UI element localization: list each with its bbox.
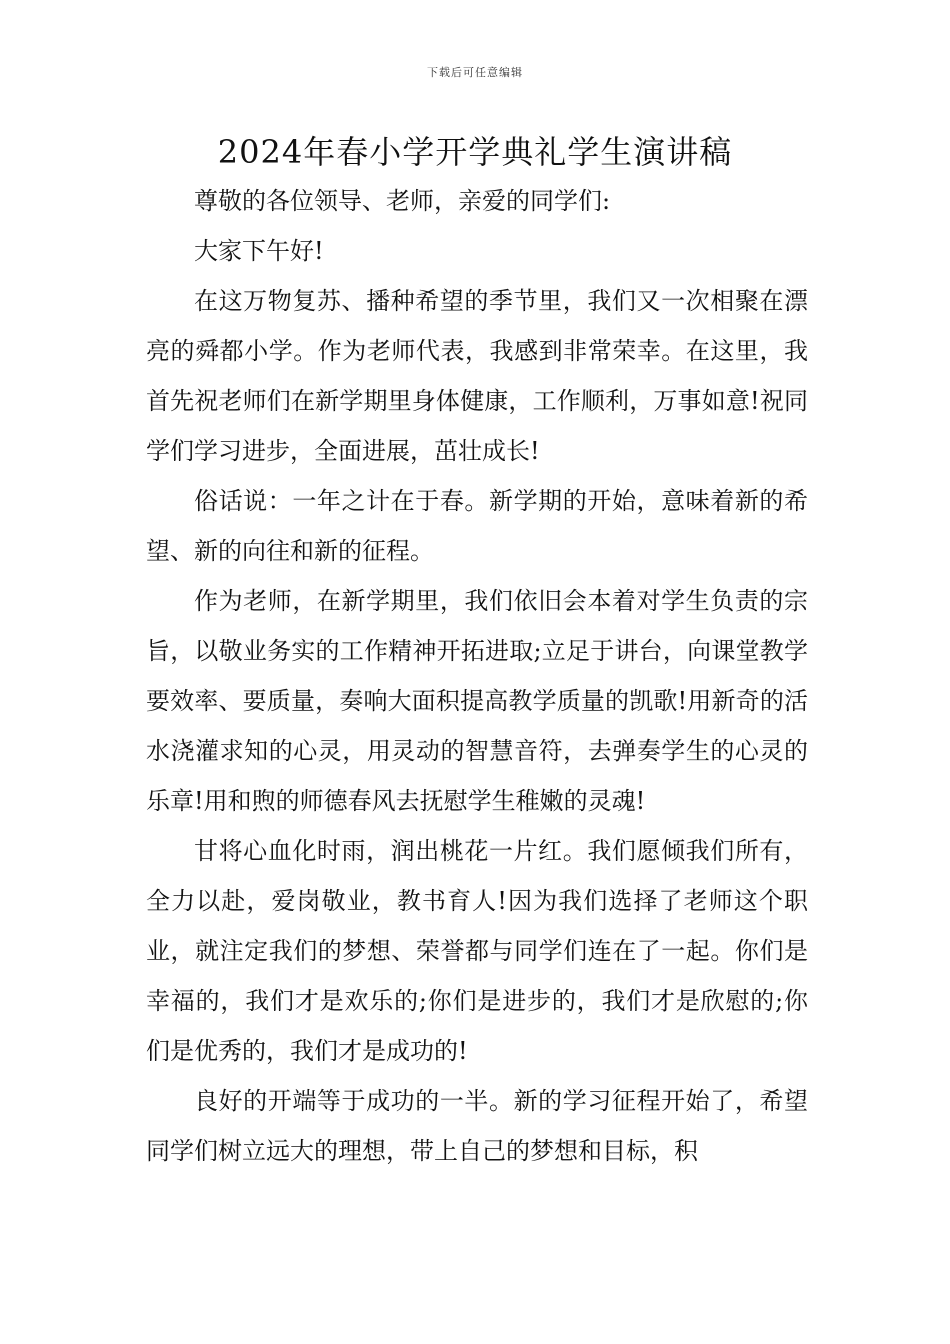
document-body (146, 176, 808, 1176)
paragraph-teacher-commitment: 作为老师，在新学期里，我们依旧会本着对学生负责的宗旨，以敬业务实的工作精神开拓进取;立足于讲台，向课堂教学要效率、要质量，奏响大面积提高教学质量的凯歌!用新奇的活水浇灌求知的心灵，用灵动的智慧音符，去弹奏学生的心灵的乐章!用和煦的师德春风去抚慰学生稚嫩的灵魂! (146, 587, 808, 815)
paragraph-greeting: 尊敬的各位领导、老师，亲爱的同学们: (194, 187, 611, 215)
paragraph-opening: 在这万物复苏、播种希望的季节里，我们又一次相聚在漂亮的舜都小学。作为老师代表，我感到非常荣幸。在这里，我首先祝老师们在新学期里身体健康，工作顺利，万事如意!祝同学们学习进步，全面进展，茁壮成长! (146, 287, 808, 465)
paragraph-good-start: 良好的开端等于成功的一半。新的学习征程开始了，希望同学们树立远大的理想，带上自己的梦想和目标，积 (146, 1087, 808, 1165)
paragraph-dedication: 甘将心血化时雨，润出桃花一片红。我们愿倾我们所有，全力以赴，爱岗敬业，教书育人!因为我们选择了老师这个职业，就注定我们的梦想、荣誉都与同学们连在了一起。你们是幸福的，我们才是欢乐的;你们是进步的，我们才是欣慰的;你们是优秀的，我们才是成功的! (146, 837, 808, 1065)
page-header-note: 下载后可任意编辑 (427, 66, 523, 79)
paragraph-hello: 大家下午好! (194, 237, 324, 265)
document-title: 2024年春小学开学典礼学生演讲稿 (217, 133, 733, 171)
paragraph-saying: 俗话说：一年之计在于春。新学期的开始，意味着新的希望、新的向往和新的征程。 (146, 487, 808, 565)
